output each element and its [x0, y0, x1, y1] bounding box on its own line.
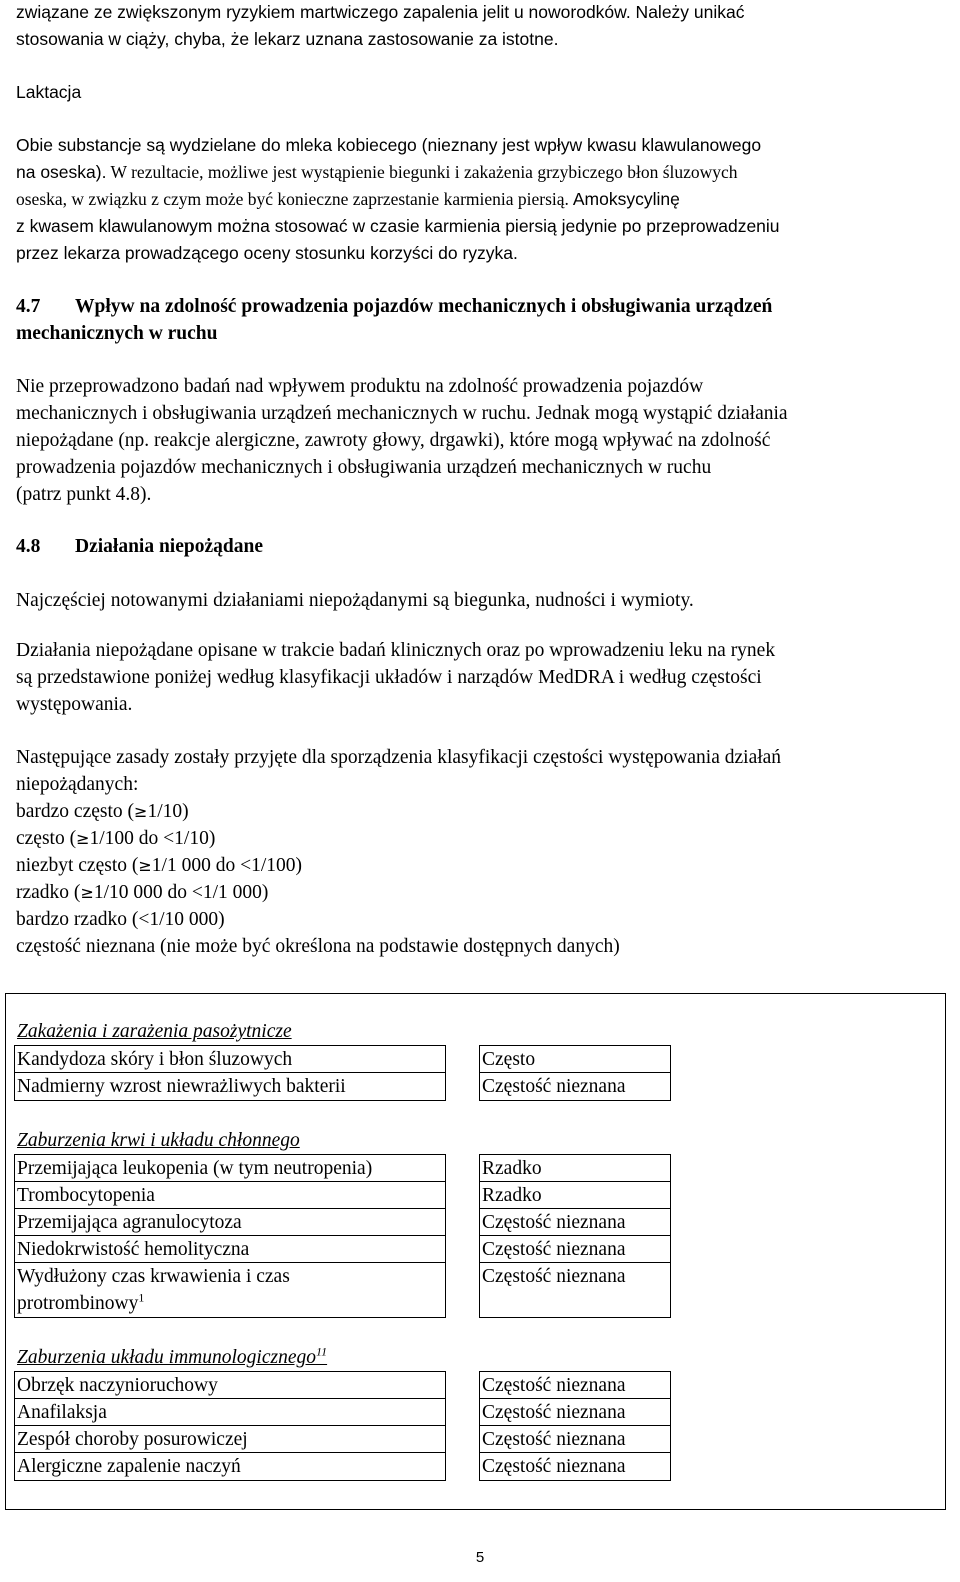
table-row-frequency: Często — [479, 1045, 671, 1073]
section-4-7-number: 4.7 — [16, 296, 41, 317]
section-4-8-title: Działania niepożądane — [75, 536, 263, 557]
section-4-8-p2-line-3: występowania. — [16, 694, 133, 715]
table-row-frequency: Częstość nieznana — [479, 1452, 671, 1481]
freq-common: często (≥1/100 do <1/10) — [16, 828, 216, 849]
section-4-7-line-2: mechanicznych i obsługiwania urządzeń mechanicznych w ruchu. Jednak mogą wystąpić działania — [16, 403, 788, 424]
lactation-line-4: z kwasem klawulanowym można stosować w czasie karmienia piersią jedynie po przeprowadzeniu — [16, 216, 780, 236]
lactation-line-2a: na oseska). — [16, 162, 107, 182]
table-row-term-multiline — [14, 1262, 446, 1318]
section-4-8-p2-line-2: są przedstawione poniżej według klasyfikacji układów i narządów MedDRA i według częstości — [16, 667, 762, 688]
footnote-marker: 1 — [138, 1290, 145, 1305]
table-row-frequency: Częstość nieznana — [479, 1262, 671, 1318]
table-row-frequency: Rzadko — [479, 1154, 671, 1182]
gte-symbol: ≥ — [80, 883, 94, 902]
adverse-reactions-table — [5, 993, 946, 1510]
section-4-8-p3-line-2: niepożądanych: — [16, 774, 139, 795]
intro-line-2: stosowania w ciąży, chyba, że lekarz uznana zastosowanie za istotne. — [16, 29, 559, 49]
section-4-8-heading — [16, 533, 263, 560]
table-row-term: Obrzęk naczynioruchowy — [14, 1371, 446, 1399]
table-row-term: Anafilaksja — [14, 1398, 446, 1426]
table-row-frequency: Częstość nieznana — [479, 1371, 671, 1399]
gte-symbol: ≥ — [76, 829, 90, 848]
gte-symbol: ≥ — [138, 856, 152, 875]
section-4-7-heading — [16, 293, 772, 320]
table-row-frequency: Rzadko — [479, 1181, 671, 1209]
table-row-term-line-1: Wydłużony czas krwawienia i czas — [17, 1266, 290, 1287]
freq-unknown: częstość nieznana (nie może być określona na podstawie dostępnych danych) — [16, 936, 620, 957]
section-4-7-title-1: Wpływ na zdolność prowadzenia pojazdów mechanicznych i obsługiwania urządzeń — [75, 296, 773, 317]
freq-uncommon: niezbyt często (≥1/1 000 do <1/100) — [16, 855, 302, 876]
section-4-7-line-4: prowadzenia pojazdów mechanicznych i obsługiwania urządzeń mechanicznych w ruchu — [16, 457, 712, 478]
section-4-8-p3-line-1: Następujące zasady zostały przyjęte dla sporządzenia klasyfikacji częstości występowania działań — [16, 747, 782, 768]
footnote-marker: 11 — [315, 1344, 328, 1359]
table-row-term: Nadmierny wzrost niewrażliwych bakterii — [14, 1072, 446, 1101]
section-4-7-line-3: niepożądane (np. reakcje alergiczne, zawroty głowy, drgawki), które mogą wpływać na zdolność — [16, 430, 771, 451]
table-category-immune: Zaburzenia układu immunologicznego$^{11}$ — [17, 1344, 328, 1368]
lactation-line-3a: oseska, w związku z czym może być konieczne zaprzestanie karmienia piersią. — [16, 189, 569, 209]
lactation-line-5: przez lekarza prowadzącego oceny stosunku korzyści do ryzyka. — [16, 243, 518, 263]
section-4-8-p2-line-1: Działania niepożądane opisane w trakcie badań klinicznych oraz po wprowadzeniu leku na rynek — [16, 640, 776, 661]
freq-very-common: bardzo często (≥1/10) — [16, 801, 189, 822]
page-number: 5 — [475, 1549, 485, 1566]
table-row-frequency: Częstość nieznana — [479, 1235, 671, 1263]
lactation-line-3 — [16, 186, 680, 213]
lactation-line-1: Obie substancje są wydzielane do mleka kobiecego (nieznany jest wpływ kwasu klawulanowego — [16, 135, 762, 155]
gte-symbol: ≥ — [134, 802, 148, 821]
section-4-8-number: 4.8 — [16, 536, 41, 557]
lactation-title: Laktacja — [16, 82, 82, 102]
table-category-blood: Zaburzenia krwi i układu chłonnego — [17, 1130, 300, 1151]
table-row-term: Alergiczne zapalenie naczyń — [14, 1452, 446, 1481]
section-4-7-title-2: mechanicznych w ruchu — [16, 323, 218, 344]
lactation-line-3b: Amoksycylinę — [568, 189, 680, 209]
table-row-term: Niedokrwistość hemolityczna — [14, 1235, 446, 1263]
table-row-frequency: Częstość nieznana — [479, 1208, 671, 1236]
section-4-8-p1: Najczęściej notowanymi działaniami niepożądanymi są biegunka, nudności i wymioty. — [16, 590, 694, 611]
table-row-frequency: Częstość nieznana — [479, 1398, 671, 1426]
freq-very-rare: bardzo rzadko (<1/10 000) — [16, 909, 225, 930]
lactation-line-2 — [16, 159, 738, 186]
table-row-frequency: Częstość nieznana — [479, 1425, 671, 1453]
table-row-term: Przemijająca leukopenia (w tym neutropenia) — [14, 1154, 446, 1182]
table-row-term: Przemijająca agranulocytoza — [14, 1208, 446, 1236]
table-row-term: Kandydoza skóry i błon śluzowych — [14, 1045, 446, 1073]
section-4-7-line-1: Nie przeprowadzono badań nad wpływem produktu na zdolność prowadzenia pojazdów — [16, 376, 704, 397]
table-category-infections: Zakażenia i zarażenia pasożytnicze — [17, 1021, 292, 1042]
table-row-frequency: Częstość nieznana — [479, 1072, 671, 1101]
freq-rare: rzadko (≥1/10 000 do <1/1 000) — [16, 882, 269, 903]
section-4-7-line-5: (patrz punkt 4.8). — [16, 484, 152, 505]
table-row-term-line-2: protrombinowy$^1$ — [17, 1290, 145, 1314]
lactation-line-2b: W rezultacie, możliwe jest wystąpienie biegunki i zakażenia grzybiczego błon śluzowych — [106, 162, 738, 182]
table-row-term: Trombocytopenia — [14, 1181, 446, 1209]
intro-line-1: związane ze zwiększonym ryzykiem martwiczego zapalenia jelit u noworodków. Należy unikać — [16, 2, 745, 22]
table-row-term: Zespół choroby posurowiczej — [14, 1425, 446, 1453]
